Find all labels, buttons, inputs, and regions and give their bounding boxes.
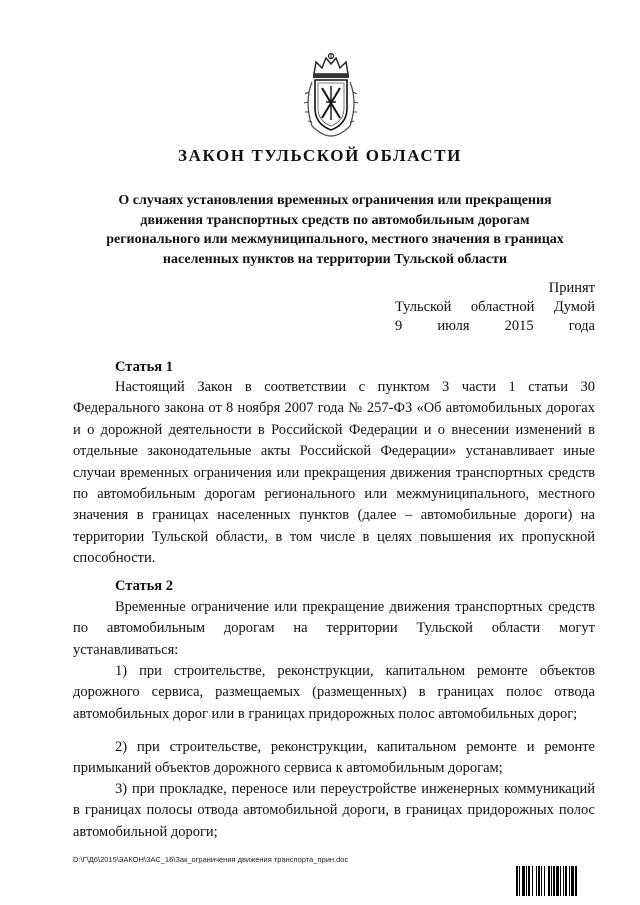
tula-coat-of-arms-icon [300,52,362,138]
file-path: D:\Г\Д6\2015\ЗАКОН\ЗАС_16\Зак_ограничения движения транспорта_прин.doc [73,855,349,864]
subtitle-line: О случаях установления временных ограничения или прекращения [118,193,552,208]
article-2-intro: Временные ограничение или прекращение движения транспортных средств по автомобильным дорогам на территории Тульской области могут устанавливаться: [73,599,595,658]
article-2-item: 3) при прокладке, переносе или переустройстве инженерных коммуникаций в границах полосы отвода автомобильной дороги, в границах придорожных полос автомобильной дороги; [73,781,595,840]
adopted-body [395,298,595,317]
article-2-heading: Статья 2 [115,578,173,594]
document-title: ЗАКОН ТУЛЬСКОЙ ОБЛАСТИ [178,146,462,165]
document-subtitle [95,191,575,269]
adoption-block [395,279,595,336]
article-1-heading: Статья 1 [115,359,173,375]
subtitle-line: регионального или межмуниципального, местного значения в границах [106,232,564,247]
adopted-word: Думой [553,299,595,315]
adopted-day: 9 [395,318,403,334]
article-2-item: 2) при строительстве, реконструкции, капитальном ремонте и ремонте примыканий объектов дорожного сервиса к автомобильным дорогам; [73,739,595,777]
adopted-date [395,317,595,336]
subtitle-line: движения транспортных средств по автомобильным дорогам [140,212,530,228]
adopted-word: областной [470,299,535,315]
barcode-bar [577,866,578,896]
barcode-icon [516,866,624,896]
subtitle-line: населенных пунктов на территории Тульской области [162,251,508,267]
adopted-year: 2015 [504,318,534,334]
adopted-label: Принят [548,280,595,296]
adopted-word: Тульской [395,299,452,315]
adopted-year-word: года [568,318,595,334]
article-1-text: Настоящий Закон в соответствии с пунктом 3 части 1 статьи 30 Федерального закона от 8 ноября 2007 года № 257-ФЗ «Об автомобильных дорогах и о дорожной деятельности в Российской Федерации и о внесении изменений в отдельные законодательные акты Российской Федерации» устанавливает иные случаи временных ограничения или прекращения движения транспортных средств по автомобильным дорогам регионального или межмуниципального, местного значения в границах населенных пунктов (далее – автомобильные дороги) на территории Тульской области, в том числе в целях повышения их пропускной способности. [73,379,595,567]
article-2-item: 1) при строительстве, реконструкции, капитальном ремонте объектов дорожного сервиса, размещаемых (размещенных) в границах полос отвода автомобильных дорог или в границах придорожных полос автомобильных дорог; [73,663,595,722]
adopted-month: июля [437,318,470,334]
